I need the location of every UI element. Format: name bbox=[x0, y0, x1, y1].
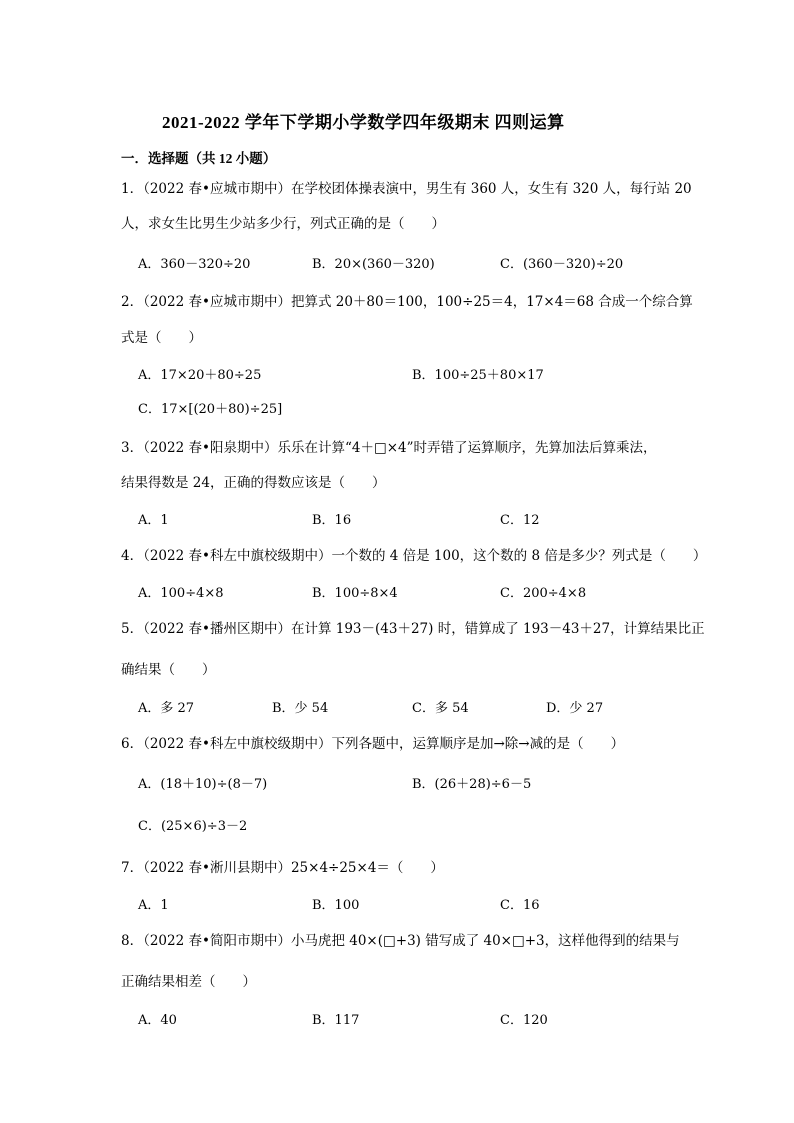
question-2-line-1: 2．（2022 春•应城市期中）把算式 20＋80＝100，100÷25＝4，17×4＝68 合成一个综合算 bbox=[121, 294, 693, 310]
question-7-line-1: 7．（2022 春•淅川县期中）25×4÷25×4＝（ ） bbox=[121, 860, 444, 876]
question-8-option-b[interactable]: B．117 bbox=[312, 1013, 360, 1028]
question-5-option-d[interactable]: D．少 27 bbox=[546, 701, 604, 716]
question-6-option-a[interactable]: A．(18＋10)÷(8－7) bbox=[138, 777, 268, 792]
question-3-line-1: 3．（2022 春•阳泉期中）乐乐在计算“4＋□×4”时弄错了运算顺序，先算加法后算乘法， bbox=[121, 440, 657, 456]
question-6-option-b[interactable]: B．(26＋28)÷6－5 bbox=[412, 777, 532, 792]
question-1-line-2: 人，求女生比男生少站多少行，列式正确的是（ ） bbox=[121, 216, 445, 232]
question-7-option-a[interactable]: A．1 bbox=[138, 898, 169, 913]
question-3-line-2: 结果得数是 24，正确的得数应该是（ ） bbox=[121, 475, 386, 491]
question-8-line-2: 正确结果相差（ ） bbox=[121, 974, 256, 990]
section-heading: 一．选择题（共 12 小题） bbox=[121, 151, 277, 166]
question-5-option-a[interactable]: A．多 27 bbox=[138, 701, 195, 716]
question-4-option-c[interactable]: C．200÷4×8 bbox=[500, 586, 587, 601]
question-1-line-1: 1．（2022 春•应城市期中）在学校团体操表演中，男生有 360 人，女生有 320 人，每行站 20 bbox=[121, 181, 692, 197]
question-7-option-c[interactable]: C．16 bbox=[500, 898, 540, 913]
question-5-line-1: 5．（2022 春•播州区期中）在计算 193－(43＋27) 时，错算成了 193－43＋27，计算结果比正 bbox=[121, 621, 705, 637]
question-2-option-c[interactable]: C．17×[(20＋80)÷25] bbox=[138, 402, 283, 417]
question-1-option-b[interactable]: B．20×(360－320) bbox=[312, 257, 435, 272]
question-5-line-2: 确结果（ ） bbox=[121, 662, 216, 678]
question-4-option-a[interactable]: A．100÷4×8 bbox=[138, 586, 224, 601]
question-3-option-a[interactable]: A．1 bbox=[138, 513, 169, 528]
question-6-line-1: 6．（2022 春•科左中旗校级期中）下列各题中，运算顺序是加→除→减的是（ ） bbox=[121, 736, 625, 752]
question-4-line-1: 4．（2022 春•科左中旗校级期中）一个数的 4 倍是 100，这个数的 8 倍是多少？列式是（ ） bbox=[121, 548, 707, 564]
question-6-option-c[interactable]: C．(25×6)÷3－2 bbox=[138, 819, 248, 834]
question-2-option-b[interactable]: B．100÷25＋80×17 bbox=[412, 368, 544, 383]
question-1-option-a[interactable]: A．360－320÷20 bbox=[138, 257, 251, 272]
question-2-option-a[interactable]: A．17×20＋80÷25 bbox=[138, 368, 262, 383]
question-1-option-c[interactable]: C．(360－320)÷20 bbox=[500, 257, 624, 272]
question-7-option-b[interactable]: B．100 bbox=[312, 898, 360, 913]
question-8-option-a[interactable]: A．40 bbox=[138, 1013, 177, 1028]
question-4-option-b[interactable]: B．100÷8×4 bbox=[312, 586, 398, 601]
question-8-line-1: 8．（2022 春•简阳市期中）小马虎把 40×(□+3) 错写成了 40×□+3，这样他得到的结果与 bbox=[121, 933, 680, 949]
page-title: 2021-2022 学年下学期小学数学四年级期末 四则运算 bbox=[162, 113, 565, 132]
question-5-option-b[interactable]: B．少 54 bbox=[272, 701, 329, 716]
question-8-option-c[interactable]: C．120 bbox=[500, 1013, 548, 1028]
question-5-option-c[interactable]: C．多 54 bbox=[412, 701, 469, 716]
question-3-option-b[interactable]: B．16 bbox=[312, 513, 352, 528]
question-3-option-c[interactable]: C．12 bbox=[500, 513, 540, 528]
question-2-line-2: 式是（ ） bbox=[121, 330, 202, 346]
